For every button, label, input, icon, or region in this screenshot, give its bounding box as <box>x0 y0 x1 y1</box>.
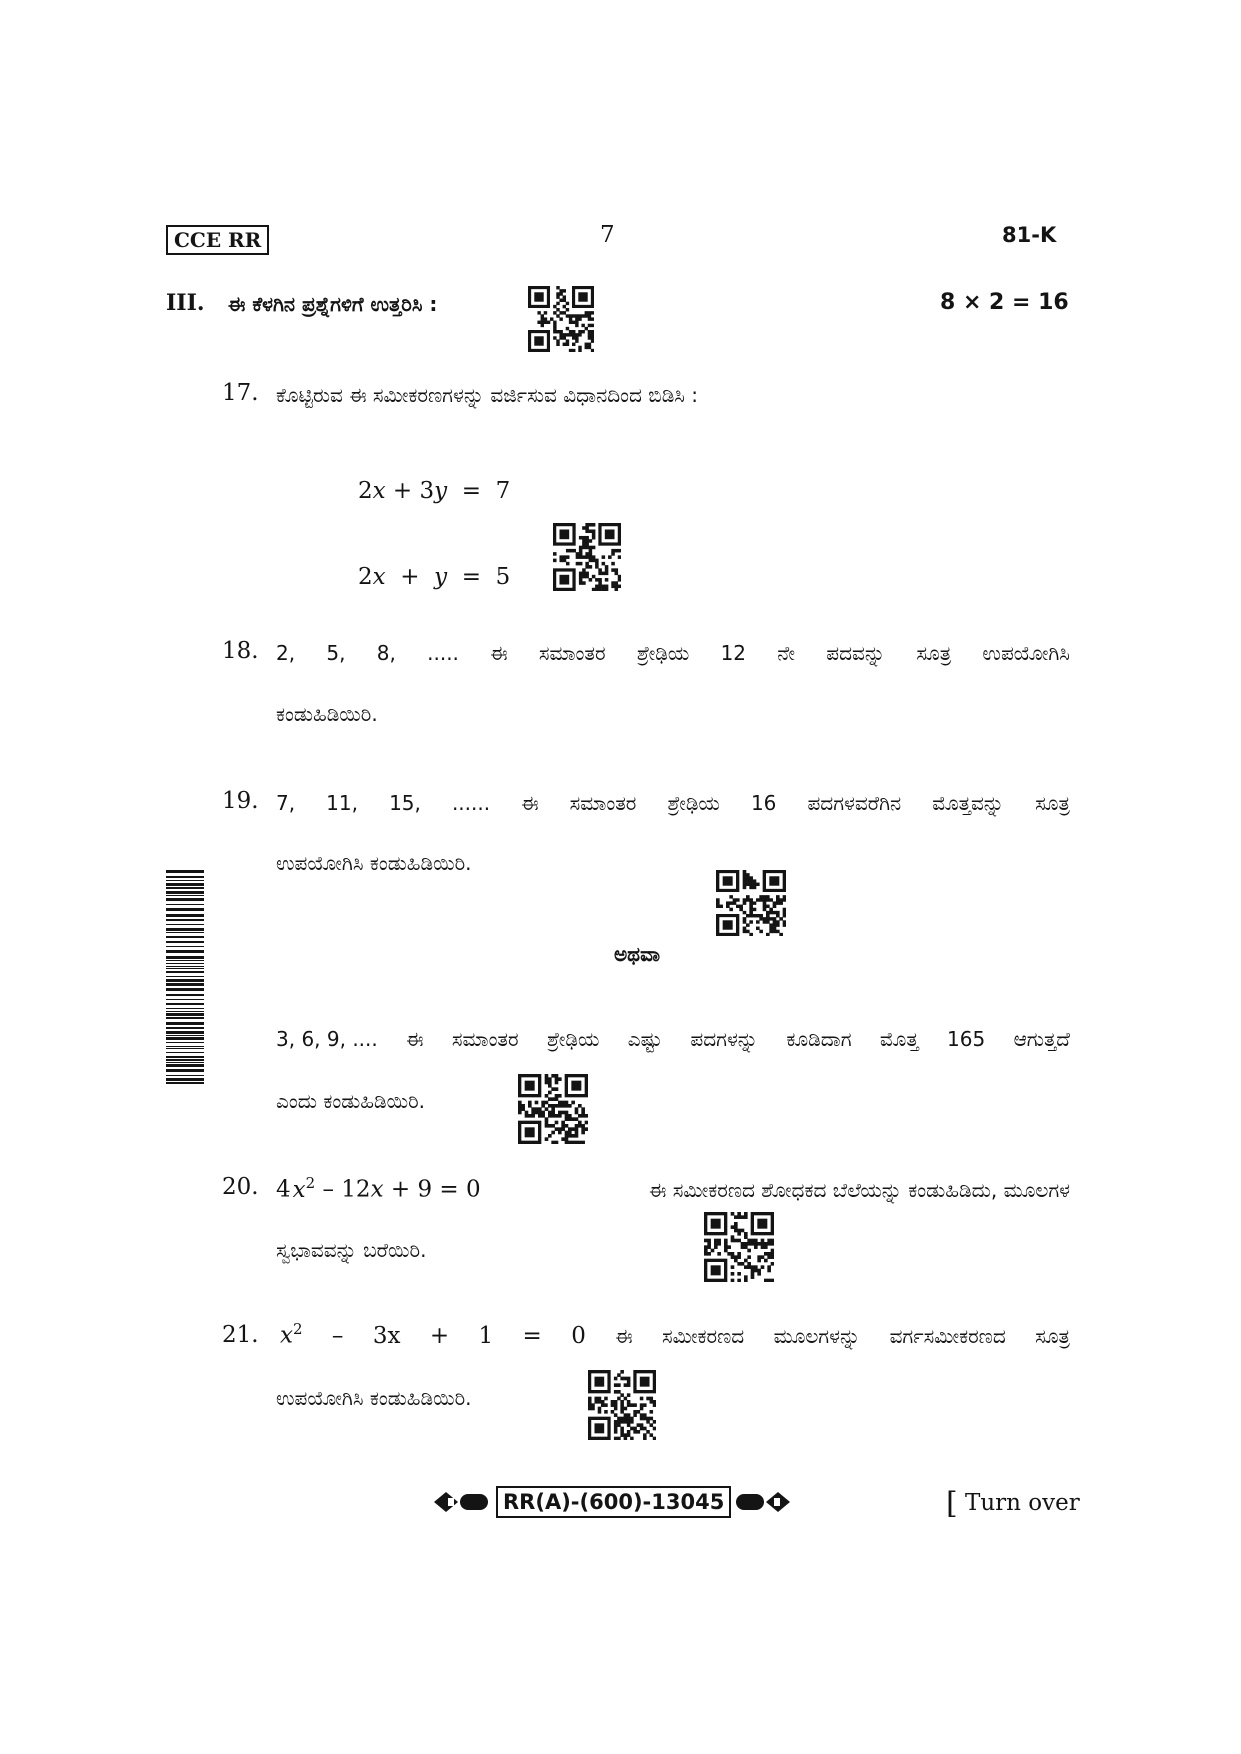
question-18-word: ಈ <box>490 641 508 665</box>
question-18-word: ಸೂತ್ರ <box>916 641 952 665</box>
question-21-word: ಈ <box>615 1323 633 1348</box>
qr-code-icon <box>553 523 621 591</box>
question-21-word: ಮೂಲಗಳನ್ನು <box>773 1323 861 1348</box>
qr-code-icon <box>704 1212 774 1282</box>
question-19-word: 7, <box>276 791 296 815</box>
question-19-line2: ಉಪಯೋಗಿಸಿ ಕಂಡುಹಿಡಿಯಿರಿ. <box>276 851 472 875</box>
question-19-alt-word: ಶ್ರೇಢಿಯ <box>547 1027 600 1051</box>
question-18-number: 18. <box>222 638 259 664</box>
question-19-word: ಮೊತ್ತವನ್ನು <box>932 791 1004 815</box>
question-20-line1 <box>276 1174 1070 1203</box>
question-18-word: 8, <box>376 641 396 665</box>
footer-code-box <box>496 1486 731 1518</box>
question-20-number: 20. <box>222 1174 259 1200</box>
question-21-math-word: 0 <box>571 1322 586 1349</box>
question-18-line2: ಕಂಡುಹಿಡಿಯಿರಿ. <box>276 702 378 726</box>
section-marks: 8 × 2 = 16 <box>940 290 1069 315</box>
qr-code-icon <box>518 1074 588 1144</box>
question-18-word: ನೇ <box>777 641 795 665</box>
question-18-word: 5, <box>326 641 346 665</box>
exam-code: CCE RR <box>174 228 262 252</box>
footer-ornament-right-icon <box>734 1488 792 1520</box>
question-19-alt-word: ಈ <box>406 1027 424 1051</box>
barcode <box>166 870 204 1090</box>
question-19-alt-line1 <box>276 1027 1070 1051</box>
question-19-alt-word: ಆಗುತ್ತದೆ <box>1013 1027 1070 1051</box>
question-19-alt-word: 165 <box>947 1027 986 1051</box>
question-21-math-word: – <box>331 1322 344 1349</box>
question-21-line1 <box>280 1320 1070 1349</box>
question-18-word: ..... <box>427 641 459 665</box>
equation-2: 2x + y = 5 <box>358 564 511 590</box>
page-number: 7 <box>600 222 615 248</box>
question-19-word: 11, <box>326 791 358 815</box>
exam-code-box <box>166 225 269 255</box>
question-19-alt-word: ಎಷ್ಟು <box>627 1027 663 1051</box>
question-20-text: ಈ ಸಮೀಕರಣದ ಶೋಧಕದ ಬೆಲೆಯನ್ನು ಕಂಡುಹಿಡಿದು, ಮೂಲಗಳ <box>649 1177 1070 1202</box>
question-18-word: 12 <box>720 641 747 665</box>
question-19-word: ಶ್ರೇಢಿಯ <box>667 791 720 815</box>
question-21-x-squared: $x^2$ <box>280 1320 303 1349</box>
question-18-line1 <box>276 641 1070 665</box>
question-21-math-word: 3x <box>372 1322 401 1349</box>
question-19-word: ...... <box>451 791 491 815</box>
question-19-alt-word: ಮೊತ್ತ <box>879 1027 919 1051</box>
question-17-text: ಕೊಟ್ಟಿರುವ ಈ ಸಮೀಕರಣಗಳನ್ನು ವರ್ಜಿಸುವ ವಿಧಾನದಿಂದ ಬಿಡಿಸಿ : <box>276 383 699 407</box>
question-19-number: 19. <box>222 788 259 814</box>
question-20-line2: ಸ್ವಭಾವವನ್ನು ಬರೆಯಿರಿ. <box>276 1238 427 1262</box>
question-21-math-word: + <box>429 1322 450 1349</box>
question-17-number: 17. <box>222 380 259 406</box>
turn-over: [ Turn over <box>946 1486 1080 1521</box>
question-21-word: ಸೂತ್ರ <box>1035 1323 1070 1348</box>
question-18-word: ಸಮಾಂತರ <box>538 641 606 665</box>
equation-1: 2x + 3y = 7 <box>358 478 511 504</box>
question-18-word: ಉಪಯೋಗಿಸಿ <box>982 641 1070 665</box>
question-19-alt-word: ಸಮಾಂತರ <box>451 1027 519 1051</box>
question-21-math-word: = <box>522 1322 542 1349</box>
question-18-word: ಪದವನ್ನು <box>826 641 886 665</box>
qr-code-icon <box>588 1370 656 1440</box>
question-20-equation: $4x^2 - 12x + 9 = 0$ <box>276 1174 481 1203</box>
question-19-word: ಪದಗಳವರೆಗಿನ <box>807 791 902 815</box>
question-19-alt-word: ಪದಗಳನ್ನು <box>690 1027 758 1051</box>
question-21-math-word: 1 <box>478 1322 494 1349</box>
qr-code-icon <box>716 870 786 936</box>
question-19-word: ಸೂತ್ರ <box>1035 791 1070 815</box>
footer-ornament-left-icon <box>432 1488 490 1520</box>
question-19-alt-word: 3, 6, 9, .... <box>276 1027 378 1051</box>
question-18-word: ಶ್ರೇಢಿಯ <box>636 641 690 665</box>
question-19-alt-line2: ಎಂದು ಕಂಡುಹಿಡಿಯಿರಿ. <box>276 1089 426 1113</box>
question-19-word: 16 <box>750 791 777 815</box>
footer-code: RR(A)-(600)-13045 <box>503 1490 725 1514</box>
question-21-word: ವರ್ಗಸಮೀಕರಣದ <box>889 1323 1006 1348</box>
question-19-word: 15, <box>389 791 421 815</box>
question-19-alt-word: ಕೂಡಿದಾಗ <box>786 1027 852 1051</box>
section-numeral: III. <box>166 290 205 316</box>
section-instruction: ಈ ಕೆಳಗಿನ ಪ್ರಶ್ನೆಗಳಿಗೆ ಉತ್ತರಿಸಿ : <box>228 292 438 316</box>
question-21-line2: ಉಪಯೋಗಿಸಿ ಕಂಡುಹಿಡಿಯಿರಿ. <box>276 1386 472 1410</box>
or-label: ಅಥವಾ <box>614 942 660 966</box>
qr-code-icon <box>528 286 594 352</box>
question-19-word: ಸಮಾಂತರ <box>569 791 637 815</box>
question-19-word: ಈ <box>521 791 539 815</box>
question-19-line1 <box>276 791 1070 815</box>
question-21-number: 21. <box>222 1322 259 1348</box>
paper-code: 81-K <box>1002 223 1057 247</box>
question-18-word: 2, <box>276 641 296 665</box>
question-21-word: ಸಮೀಕರಣದ <box>661 1323 745 1348</box>
